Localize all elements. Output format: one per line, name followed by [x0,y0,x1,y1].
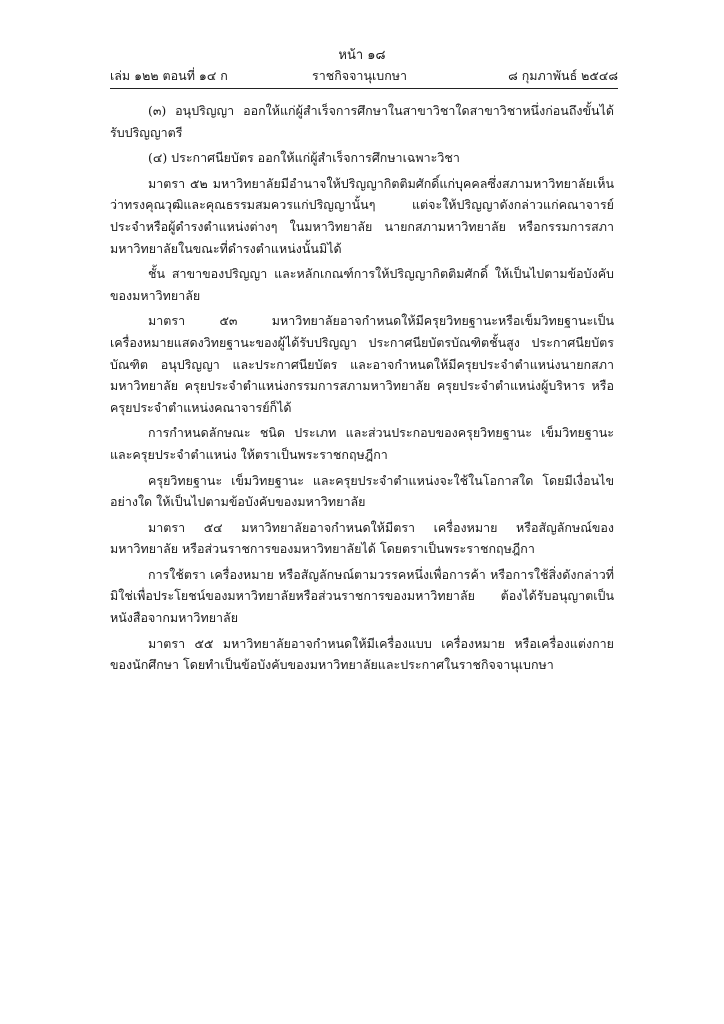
paragraph: (๔) ประกาศนียบัตร ออกให้แก่ผู้สำเร็จการศึกษาเฉพาะวิชา [148,150,460,166]
paragraph: ชั้น สาขาของปริญญา และหลักเกณฑ์การให้ปริญญากิตติมศักดิ์ ให้เป็นไปตามข้อบังคับของมหาวิทยาลัย [110,266,614,303]
paragraph: การใช้ตรา เครื่องหมาย หรือสัญลักษณ์ตามวรรคหนึ่งเพื่อการค้า หรือการใช้สิ่งดังกล่าวที่มิใช่เพื่อประโยชน์ของมหาวิทยาลัยหรือส่วนราชการของมหาวิทยาลัย ต้องได้รับอนุญาตเป็นหนังสือจากมหาวิทยาลัย [110,566,614,626]
running-header [110,66,618,84]
gazette-name: ราชกิจจานุเบกษา [312,68,408,83]
paragraph: (๓) อนุปริญญา ออกให้แก่ผู้สำเร็จการศึกษาในสาขาวิชาใดสาขาวิชาหนึ่งก่อนถึงขั้นได้รับปริญญาตรี [110,103,614,140]
paragraph: ครุยวิทยฐานะ เข็มวิทยฐานะ และครุยประจำตำแหน่งจะใช้ในโอกาสใด โดยมีเงื่อนไขอย่างใด ให้เป็นไปตามข้อบังคับของมหาวิทยาลัย [110,472,614,510]
header-divider [110,88,618,89]
section-54: มาตรา ๕๔ มหาวิทยาลัยอาจกำหนดให้มีตรา เครื่องหมาย หรือสัญลักษณ์ของมหาวิทยาลัย หรือส่วนราชการของมหาวิทยาลัยได้ โดยตราเป็นพระราชกฤษฎีกา [110,519,614,557]
section-53: มาตรา ๕๓ มหาวิทยาลัยอาจกำหนดให้มีครุยวิทยฐานะหรือเข็มวิทยฐานะเป็นเครื่องหมายแสดงวิทยฐานะของผู้ได้รับปริญญา ประกาศนียบัตรบัณฑิตชั้นสูง ประกาศนียบัตรบัณฑิต อนุปริญญา และประกาศนียบัตร และอาจกำหนดให้มีครุยประจำตำแหน่งนายกสภามหาวิทยาลัย ครุยประจำตำแหน่งกรรมการสภามหาวิทยาลัย ครุยประจำตำแหน่งผู้บริหาร หรือครุยประจำตำแหน่งคณาจารย์ก็ได้ [110,313,614,415]
publication-date: ๘ กุมภาพันธ์ ๒๕๔๘ [508,68,618,83]
paragraph: การกำหนดลักษณะ ชนิด ประเภท และส่วนประกอบของครุยวิทยฐานะ เข็มวิทยฐานะ และครุยประจำตำแหน่ง ให้ตราเป็นพระราชกฤษฎีกา [110,425,618,462]
volume-issue: เล่ม ๑๒๒ ตอนที่ ๑๔ ก [110,68,228,83]
section-55: มาตรา ๕๕ มหาวิทยาลัยอาจกำหนดให้มีเครื่องแบบ เครื่องหมาย หรือเครื่องแต่งกายของนักศึกษา โดยทำเป็นข้อบังคับของมหาวิทยาลัยและประกาศในราชกิจจานุเบกษา [110,635,614,673]
section-52: มาตรา ๕๒ มหาวิทยาลัยมีอำนาจให้ปริญญากิตติมศักดิ์แก่บุคคลซึ่งสภามหาวิทยาลัยเห็นว่าทรงคุณวุฒิและคุณธรรมสมควรแก่ปริญญานั้นๆ แต่จะให้ปริญญาดังกล่าวแก่คณาจารย์ประจำหรือผู้ดำรงตำแหน่งต่างๆ ในมหาวิทยาลัย นายกสภามหาวิทยาลัย หรือกรรมการสภามหาวิทยาลัยในขณะที่ดำรงตำแหน่งนั้นมิได้ [110,175,614,256]
document-body [110,100,618,680]
page-number: หน้า ๑๘ [338,48,386,63]
